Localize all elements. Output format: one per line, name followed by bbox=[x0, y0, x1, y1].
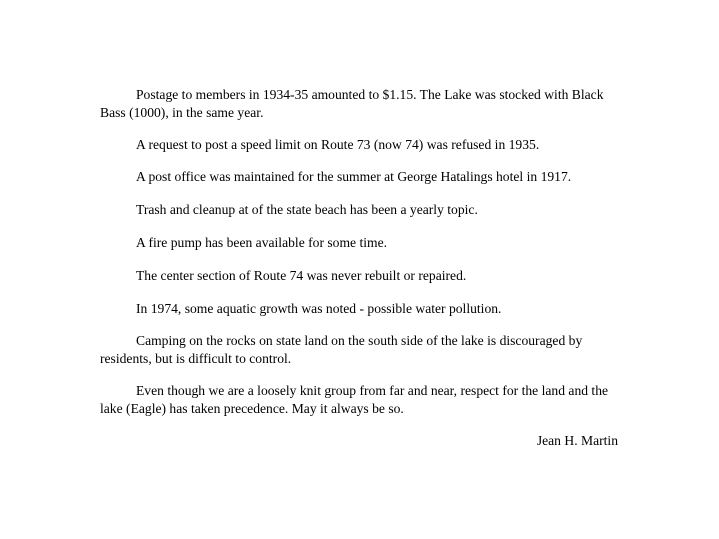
paragraph-camping: Camping on the rocks on state land on the south side of the lake is discouraged by residents, but is difficult to control. bbox=[100, 333, 583, 366]
paragraph-postage: Postage to members in 1934-35 amounted to $1.15. The Lake was stocked with Black Bass (1000), in the same year. bbox=[100, 87, 604, 120]
paragraph-post-office: A post office was maintained for the summer at George Hatalings hotel in 1917. bbox=[136, 169, 572, 184]
paragraph-trash-cleanup: Trash and cleanup at of the state beach has been a yearly topic. bbox=[136, 202, 478, 217]
paragraph-respect: Even though we are a loosely knit group from far and near, respect for the land and the lake (Eagle) has taken precedence. May it always be so. bbox=[100, 383, 609, 416]
paragraph-aquatic-growth: In 1974, some aquatic growth was noted - possible water pollution. bbox=[136, 301, 502, 316]
paragraph-speed-limit: A request to post a speed limit on Route 73 (now 74) was refused in 1935. bbox=[136, 137, 540, 152]
signature: Jean H. Martin bbox=[536, 433, 618, 448]
paragraph-route-74: The center section of Route 74 was never rebuilt or repaired. bbox=[136, 268, 467, 283]
paragraph-fire-pump: A fire pump has been available for some time. bbox=[136, 235, 388, 250]
